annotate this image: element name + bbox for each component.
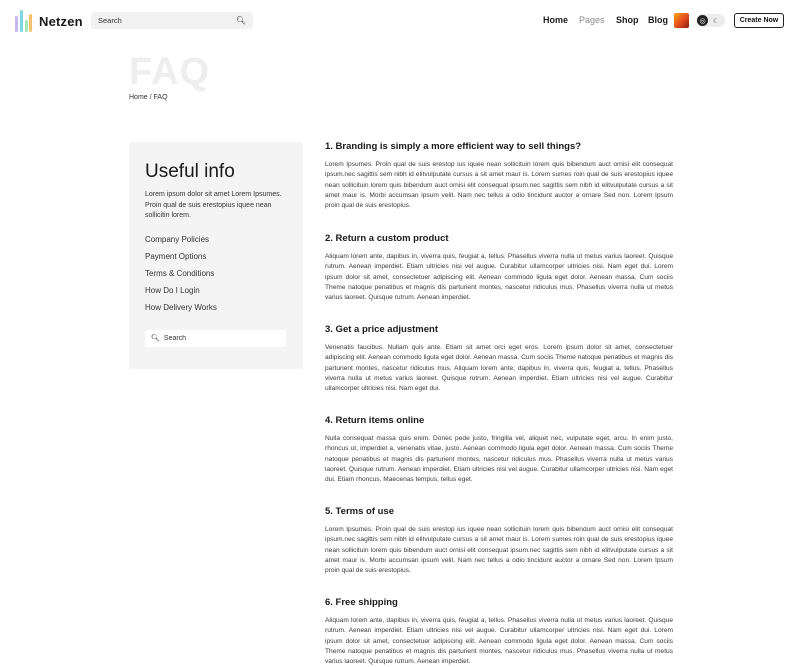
nav-home[interactable]: Home bbox=[543, 15, 569, 25]
breadcrumb[interactable]: Home / FAQ bbox=[129, 94, 168, 101]
search-icon: 🔍︎ bbox=[151, 335, 160, 342]
faq-item bbox=[325, 141, 673, 211]
faq-item bbox=[325, 597, 673, 667]
sidebar-link-how-delivery-works[interactable]: How Delivery Works bbox=[145, 302, 217, 312]
logo-text: Netzen bbox=[39, 13, 83, 29]
user-avatar[interactable] bbox=[674, 13, 689, 28]
faq-answer: Aliquam lorem ante, dapibus in, viverra quis, feugiat a, tellus. Phasellus viverra nulla ut metus varius laoreet. Quisque rutrum. Aenean imperdiet. Etiam ultricies nisi vel augue. Curabitur ullamcorper ultricies nisi. Nam eget dui. Lorem ipsum dolor sit amet, consectetuer adipiscing elit. Aenean commodo ligula eget dolor. Aenean massa. Cum sociis Theme natoque penatibus et magnis dis parturient montes, nascetur ridiculus mus. Phasellus viverra nulla ut metus varius laoreet. Quisque rutrum. Aenean imperdiet. bbox=[325, 253, 673, 302]
nav-blog[interactable]: Blog bbox=[648, 15, 668, 25]
sidebar-link-terms-conditions[interactable]: Terms & Conditions bbox=[145, 268, 215, 278]
sidebar-links bbox=[145, 235, 287, 320]
sidebar-link-company-policies[interactable]: Company Policies bbox=[145, 234, 210, 244]
page-title: FAQ bbox=[129, 51, 211, 93]
header-search[interactable] bbox=[91, 12, 253, 29]
sidebar-search-input[interactable] bbox=[164, 335, 274, 342]
nav-pages[interactable]: Pages bbox=[579, 15, 605, 25]
sun-icon: ◎ bbox=[697, 15, 708, 26]
faq-answer: Aliquam lorem ante, dapibus in, viverra quis, feugiat a, tellus. Phasellus viverra nulla ut metus varius laoreet. Quisque rutrum. Aenean imperdiet. Etiam ultricies nisi vel augue. Curabitur ullamcorper ultricies nisi. Nam eget dui. Lorem ipsum dolor sit amet, consectetuer adipiscing elit. Aenean commodo ligula eget dolor. Aenean massa. Cum sociis Theme natoque penatibus et magnis dis parturient montes, nascetur ridiculus mus. Phasellus viverra nulla ut metus varius laoreet. Quisque rutrum. Aenean imperdiet. bbox=[325, 617, 673, 666]
site-logo[interactable] bbox=[15, 10, 83, 32]
faq-item bbox=[325, 233, 673, 303]
faq-question[interactable]: 2. Return a custom product bbox=[325, 233, 449, 244]
moon-icon: ☾ bbox=[713, 17, 720, 25]
sidebar-description: Lorem ipsum dolor sit amet Lorem Ipsumes. Proin qual de suis erestopius iquee nean sollicitin lorem. bbox=[145, 191, 282, 219]
faq-item bbox=[325, 324, 673, 394]
theme-toggle[interactable] bbox=[696, 14, 725, 27]
faq-answer: Venenatis faucibus. Nullam quis ante. Etiam sit amet orci eget eros. Lorem ipsum dolor sit amet, consectetuer adipiscing elit. Aenean commodo ligula eget dolor. Aenean massa. Cum sociis Theme natoque penatibus et magnis dis parturient montes, nascetur ridiculus mus. Aliquam lorem ante, dapibus in, viverra quis, feugiat a, tellus. Phasellus viverra nulla ut metus varius laoreet. Quisque rutrum. Aenean imperdiet. Etiam ultricies nisi vel augue. Curabitur ullamcorper ultricies nisi. Nam eget dui. bbox=[325, 344, 673, 393]
faq-answer: Lorem Ipsumes. Proin qual de suis erestop ius iquee nean sollicituin lorem quis bibendum auct ornisi elit consequat ipsum.nec sagittis sem nibh id elitvulputate cursus a sit amet maur is. Lorem sumes roin qual de suis erestopius iquee nean sollicituin lorem quis bibendum auct ornisi elit consequat ipsum.nec sagittis sem nibh id elitvulputate cursus a sit amet maur is. Morbi accumsan ipsum velit. Nam nec tellus a odio tincidunt auctor a ornare Sed non. Lorem Ipsum proin qual de suis erestopius. bbox=[325, 161, 673, 210]
faq-question[interactable]: 6. Free shipping bbox=[325, 597, 398, 608]
site-header bbox=[0, 0, 800, 42]
sidebar-link-how-do-i-login[interactable]: How Do I Login bbox=[145, 285, 200, 295]
sidebar-search[interactable] bbox=[145, 330, 286, 347]
faq-answer: Lorem Ipsumes. Proin qual de suis erestop ius iquee nean sollicituin lorem quis bibendum auct ornisi elit consequat ipsum.nec sagittis sem nibh id elitvulputate cursus a sit amet maur is. Lorem sumes roin qual de suis erestopius iquee nean sollicituin lorem quis bibendum auct ornisi elit consequat ipsum.nec sagittis sem nibh id elitvulputate cursus a sit amet maur is. Morbi accumsan ipsum velit. Nam nec tellus a odio tincidunt auctor a ornare Sed non. Lorem Ipsum proin qual de suis erestopius. bbox=[325, 526, 673, 575]
faq-question[interactable]: 5. Terms of use bbox=[325, 506, 394, 517]
create-now-button[interactable]: Create Now bbox=[734, 13, 784, 28]
nav-shop[interactable]: Shop bbox=[616, 15, 639, 25]
useful-info-sidebar bbox=[129, 142, 303, 369]
faq-item bbox=[325, 506, 673, 576]
faq-question[interactable]: 1. Branding is simply a more efficient way to sell things? bbox=[325, 141, 582, 152]
sidebar-title: Useful info bbox=[145, 161, 235, 182]
faq-question[interactable]: 3. Get a price adjustment bbox=[325, 324, 438, 335]
header-search-input[interactable] bbox=[98, 16, 236, 25]
logo-bars-icon bbox=[15, 10, 33, 32]
sidebar-link-payment-options[interactable]: Payment Options bbox=[145, 251, 207, 261]
faq-answer: Nulla consequat massa quis enim. Donec pede justo, fringilla vel, aliquet nec, vulputate eget, arcu. In enim justo, rhoncus ut, imperdiet a, venenatis vitae, justo. Aenean commodo ligula eget dolor. Aenean massa. Cum sociis Theme natoque penatibus et magnis dis parturient montes, nascetur ridiculus mus. Phasellus viverra nulla ut metus varius laoreet. Quisque rutrum. Aenean imperdiet. Etiam ultricies nisi vel augue. Curabitur ullamcorper ultricies nisi. Nam eget dui. Etiam rhoncus. Maecenas tempus, tellus eget. bbox=[325, 435, 673, 484]
faq-item bbox=[325, 415, 673, 485]
faq-question[interactable]: 4. Return items online bbox=[325, 415, 425, 426]
search-icon[interactable]: 🔍︎ bbox=[235, 16, 246, 25]
